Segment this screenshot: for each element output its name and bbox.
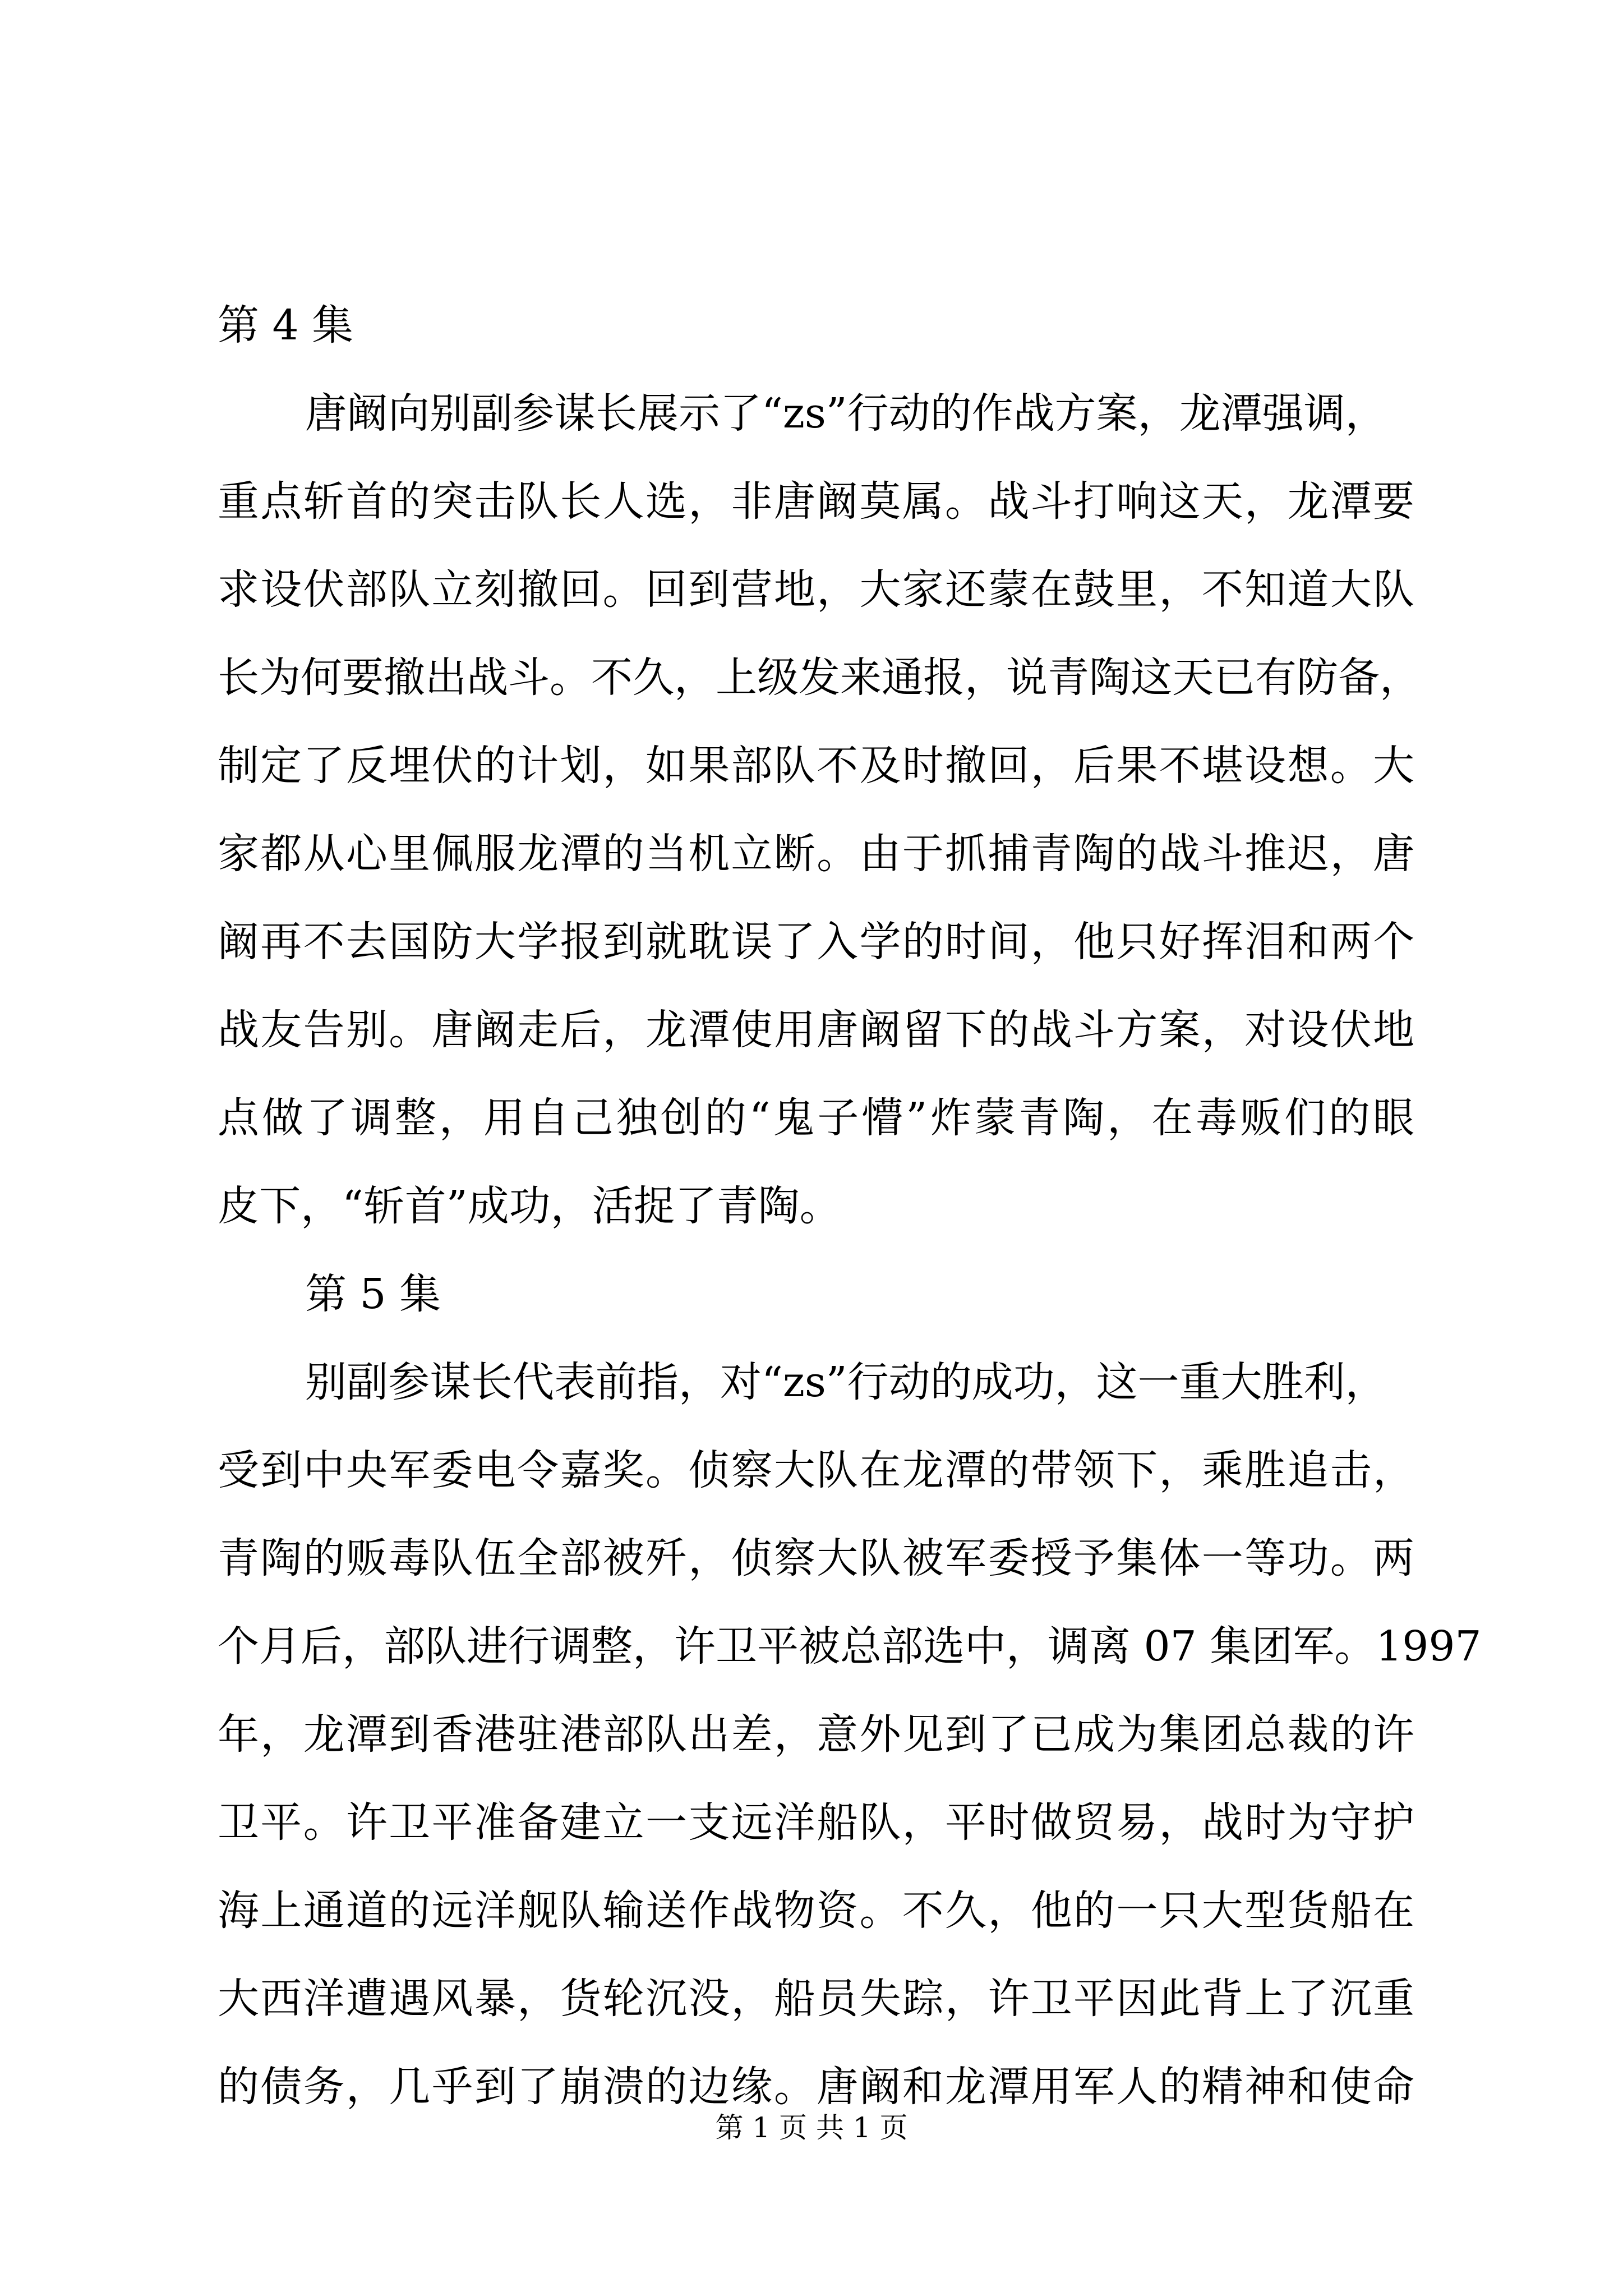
- paragraph-line: 长为何要撤出战斗。不久，上级发来通报，说青陶这天已有防备，: [218, 654, 1421, 702]
- paragraph-line: 受到中央军委电令嘉奖。侦察大队在龙潭的带领下，乘胜追击，: [218, 1446, 1414, 1494]
- paragraph-line: 战友告别。唐阚走后，龙潭使用唐阚留下的战斗方案，对设伏地: [218, 1006, 1414, 1054]
- paragraph-line: 个月后，部队进行调整，许卫平被总部选中，调离 07 集团军。1997: [218, 1622, 1482, 1671]
- paragraph-line: 卫平。许卫平准备建立一支远洋船队，平时做贸易，战时为守护: [218, 1798, 1414, 1847]
- paragraph-line: 点做了调整，用自己独创的“鬼子懵”炸蒙青陶，在毒贩们的眼: [218, 1094, 1414, 1142]
- paragraph-line: 年，龙潭到香港驻港部队出差，意外见到了已成为集团总裁的许: [218, 1710, 1414, 1759]
- paragraph-line: 家都从心里佩服龙潭的当机立断。由于抓捕青陶的战斗推迟，唐: [218, 830, 1414, 878]
- paragraph-line: 阚再不去国防大学报到就耽误了入学的时间，他只好挥泪和两个: [218, 918, 1414, 966]
- paragraph-line: 青陶的贩毒队伍全部被歼，侦察大队被军委授予集体一等功。两: [218, 1534, 1414, 1582]
- page-number-footer: 第 1 页 共 1 页: [715, 2111, 908, 2144]
- paragraph-line: 大西洋遭遇风暴，货轮沉没，船员失踪，许卫平因此背上了沉重: [218, 1975, 1414, 2023]
- paragraph-line: 皮下，“斩首”成功，活捉了青陶。: [218, 1182, 841, 1230]
- paragraph-line: 求设伏部队立刻撤回。回到营地，大家还蒙在鼓里，不知道大队: [218, 565, 1414, 614]
- paragraph-line: 唐阚向别副参谋长展示了“zs”行动的作战方案，龙潭强调，: [305, 389, 1387, 438]
- paragraph-line: 的债务，几乎到了崩溃的边缘。唐阚和龙潭用军人的精神和使命: [218, 2063, 1414, 2111]
- paragraph-line: 海上通道的远洋舰队输送作战物资。不久，他的一只大型货船在: [218, 1887, 1414, 1935]
- paragraph-line: 制定了反埋伏的计划，如果部队不及时撤回，后果不堪设想。大: [218, 742, 1414, 790]
- section-heading: 第 5 集: [305, 1270, 441, 1318]
- paragraph-line: 别副参谋长代表前指，对“zs”行动的成功，这一重大胜利，: [305, 1358, 1387, 1406]
- paragraph-line: 重点斩首的突击队长人选，非唐阚莫属。战斗打响这天，龙潭要: [218, 477, 1414, 526]
- section-heading: 第 4 集: [218, 301, 354, 349]
